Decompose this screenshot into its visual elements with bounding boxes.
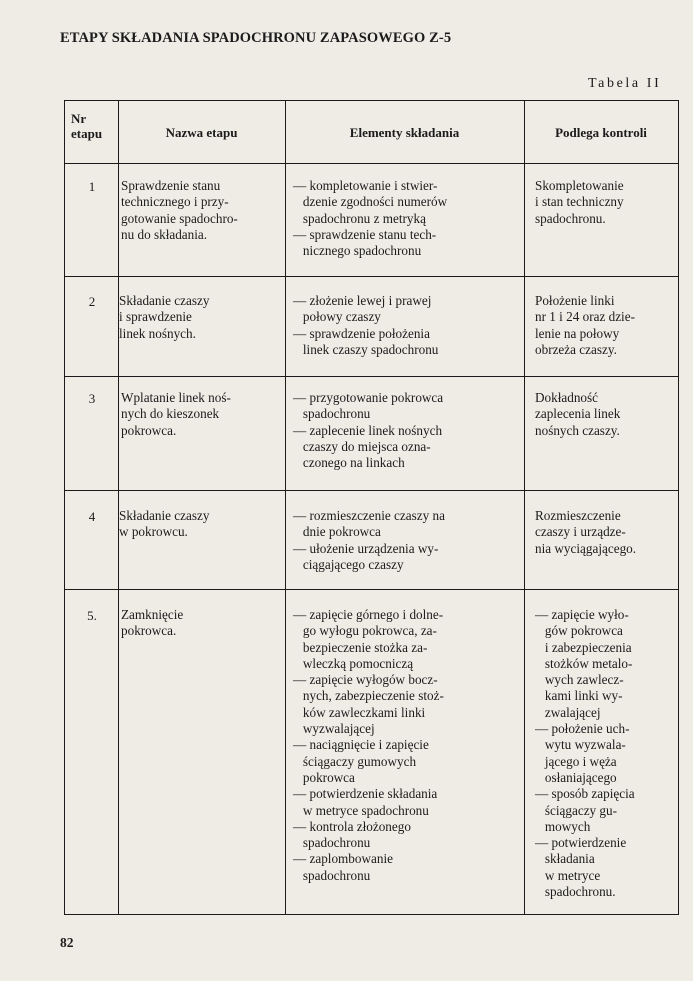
stage-elements: — przygotowanie pokrowca spadochronu — zaplecenie linek nośnych czaszy do miejsca ozna- czonego na linkach — [293, 390, 444, 471]
table-label: Tabela II — [588, 76, 662, 91]
stage-control: Położenie linki nr 1 i 24 oraz dzie- lenie na połowy obrzeża czaszy. — [535, 293, 635, 357]
stage-control: Skompletowanie i stan techniczny spadochronu. — [535, 178, 624, 226]
row-number: 3 — [88, 391, 96, 406]
header-control: Podlega kontroli — [555, 125, 647, 140]
row-number: 1 — [88, 179, 96, 194]
header-nr: Nr etapu — [71, 111, 103, 141]
row-divider — [65, 276, 678, 277]
column-divider — [285, 101, 286, 914]
stage-control: Rozmieszczenie czaszy i urządze- nia wyciągającego. — [535, 508, 637, 556]
row-number: 2 — [88, 294, 96, 309]
stage-elements: — złożenie lewej i prawej połowy czaszy — sprawdzenie położenia linek czaszy spadochronu — [293, 293, 439, 357]
header-elements: Elementy składania — [349, 125, 460, 140]
stage-name: Składanie czaszy w pokrowcu. — [119, 508, 210, 540]
stage-elements: — rozmieszczenie czaszy na dnie pokrowca — ułożenie urządzenia wy- ciągającego czaszy — [293, 508, 445, 572]
page-number: 82 — [60, 935, 74, 950]
stage-name: Wplatanie linek noś- nych do kieszonek pokrowca. — [121, 390, 231, 438]
row-divider — [65, 490, 678, 491]
stage-control: Dokładność zaplecenia linek nośnych czaszy. — [535, 390, 621, 438]
header-name: Nazwa etapu — [165, 125, 238, 140]
header-divider — [65, 163, 678, 164]
column-divider — [524, 101, 525, 914]
row-number: 5. — [87, 608, 97, 623]
stage-elements: — zapięcie górnego i dolne- go wyłogu pokrowca, za- bezpieczenie stożka za- wleczką pomocniczą — zapięcie wyłogów bocz- nych, zabezpieczenie stoż- ków zawleczkami linki wyzwalającej — naciągnięcie i zapięcie ściągaczy gumowych pokrowca — potwierdzenie składania w metryce spadochronu — kontrola złożonego spadochronu — zaplombowanie spadochronu — [293, 607, 444, 883]
document-title: ETAPY SKŁADANIA SPADOCHRONU ZAPASOWEGO Z-5 — [60, 30, 452, 46]
stage-name: Zamknięcie pokrowca. — [121, 607, 184, 639]
row-number: 4 — [88, 509, 96, 524]
row-divider — [65, 589, 678, 590]
stage-name: Sprawdzenie stanu technicznego i przy- gotowanie spadochro- nu do składania. — [121, 178, 238, 242]
stages-table — [64, 100, 679, 915]
row-divider — [65, 376, 678, 377]
stage-name: Składanie czaszy i sprawdzenie linek nośnych. — [119, 293, 210, 341]
stage-control: — zapięcie wyło- gów pokrowca i zabezpieczenia stożków metalo- wych zawlecz- kami linki wy- zwalającej — położenie uch- wytu wyzwala- jącego i węża osłaniającego — sposób zapięcia ściągaczy gu- mowych — potwierdzenie składania w metryce spadochronu. — [535, 607, 635, 900]
stage-elements: — kompletowanie i stwier- dzenie zgodności numerów spadochronu z metryką — sprawdzenie stanu tech- nicznego spadochronu — [293, 178, 448, 259]
